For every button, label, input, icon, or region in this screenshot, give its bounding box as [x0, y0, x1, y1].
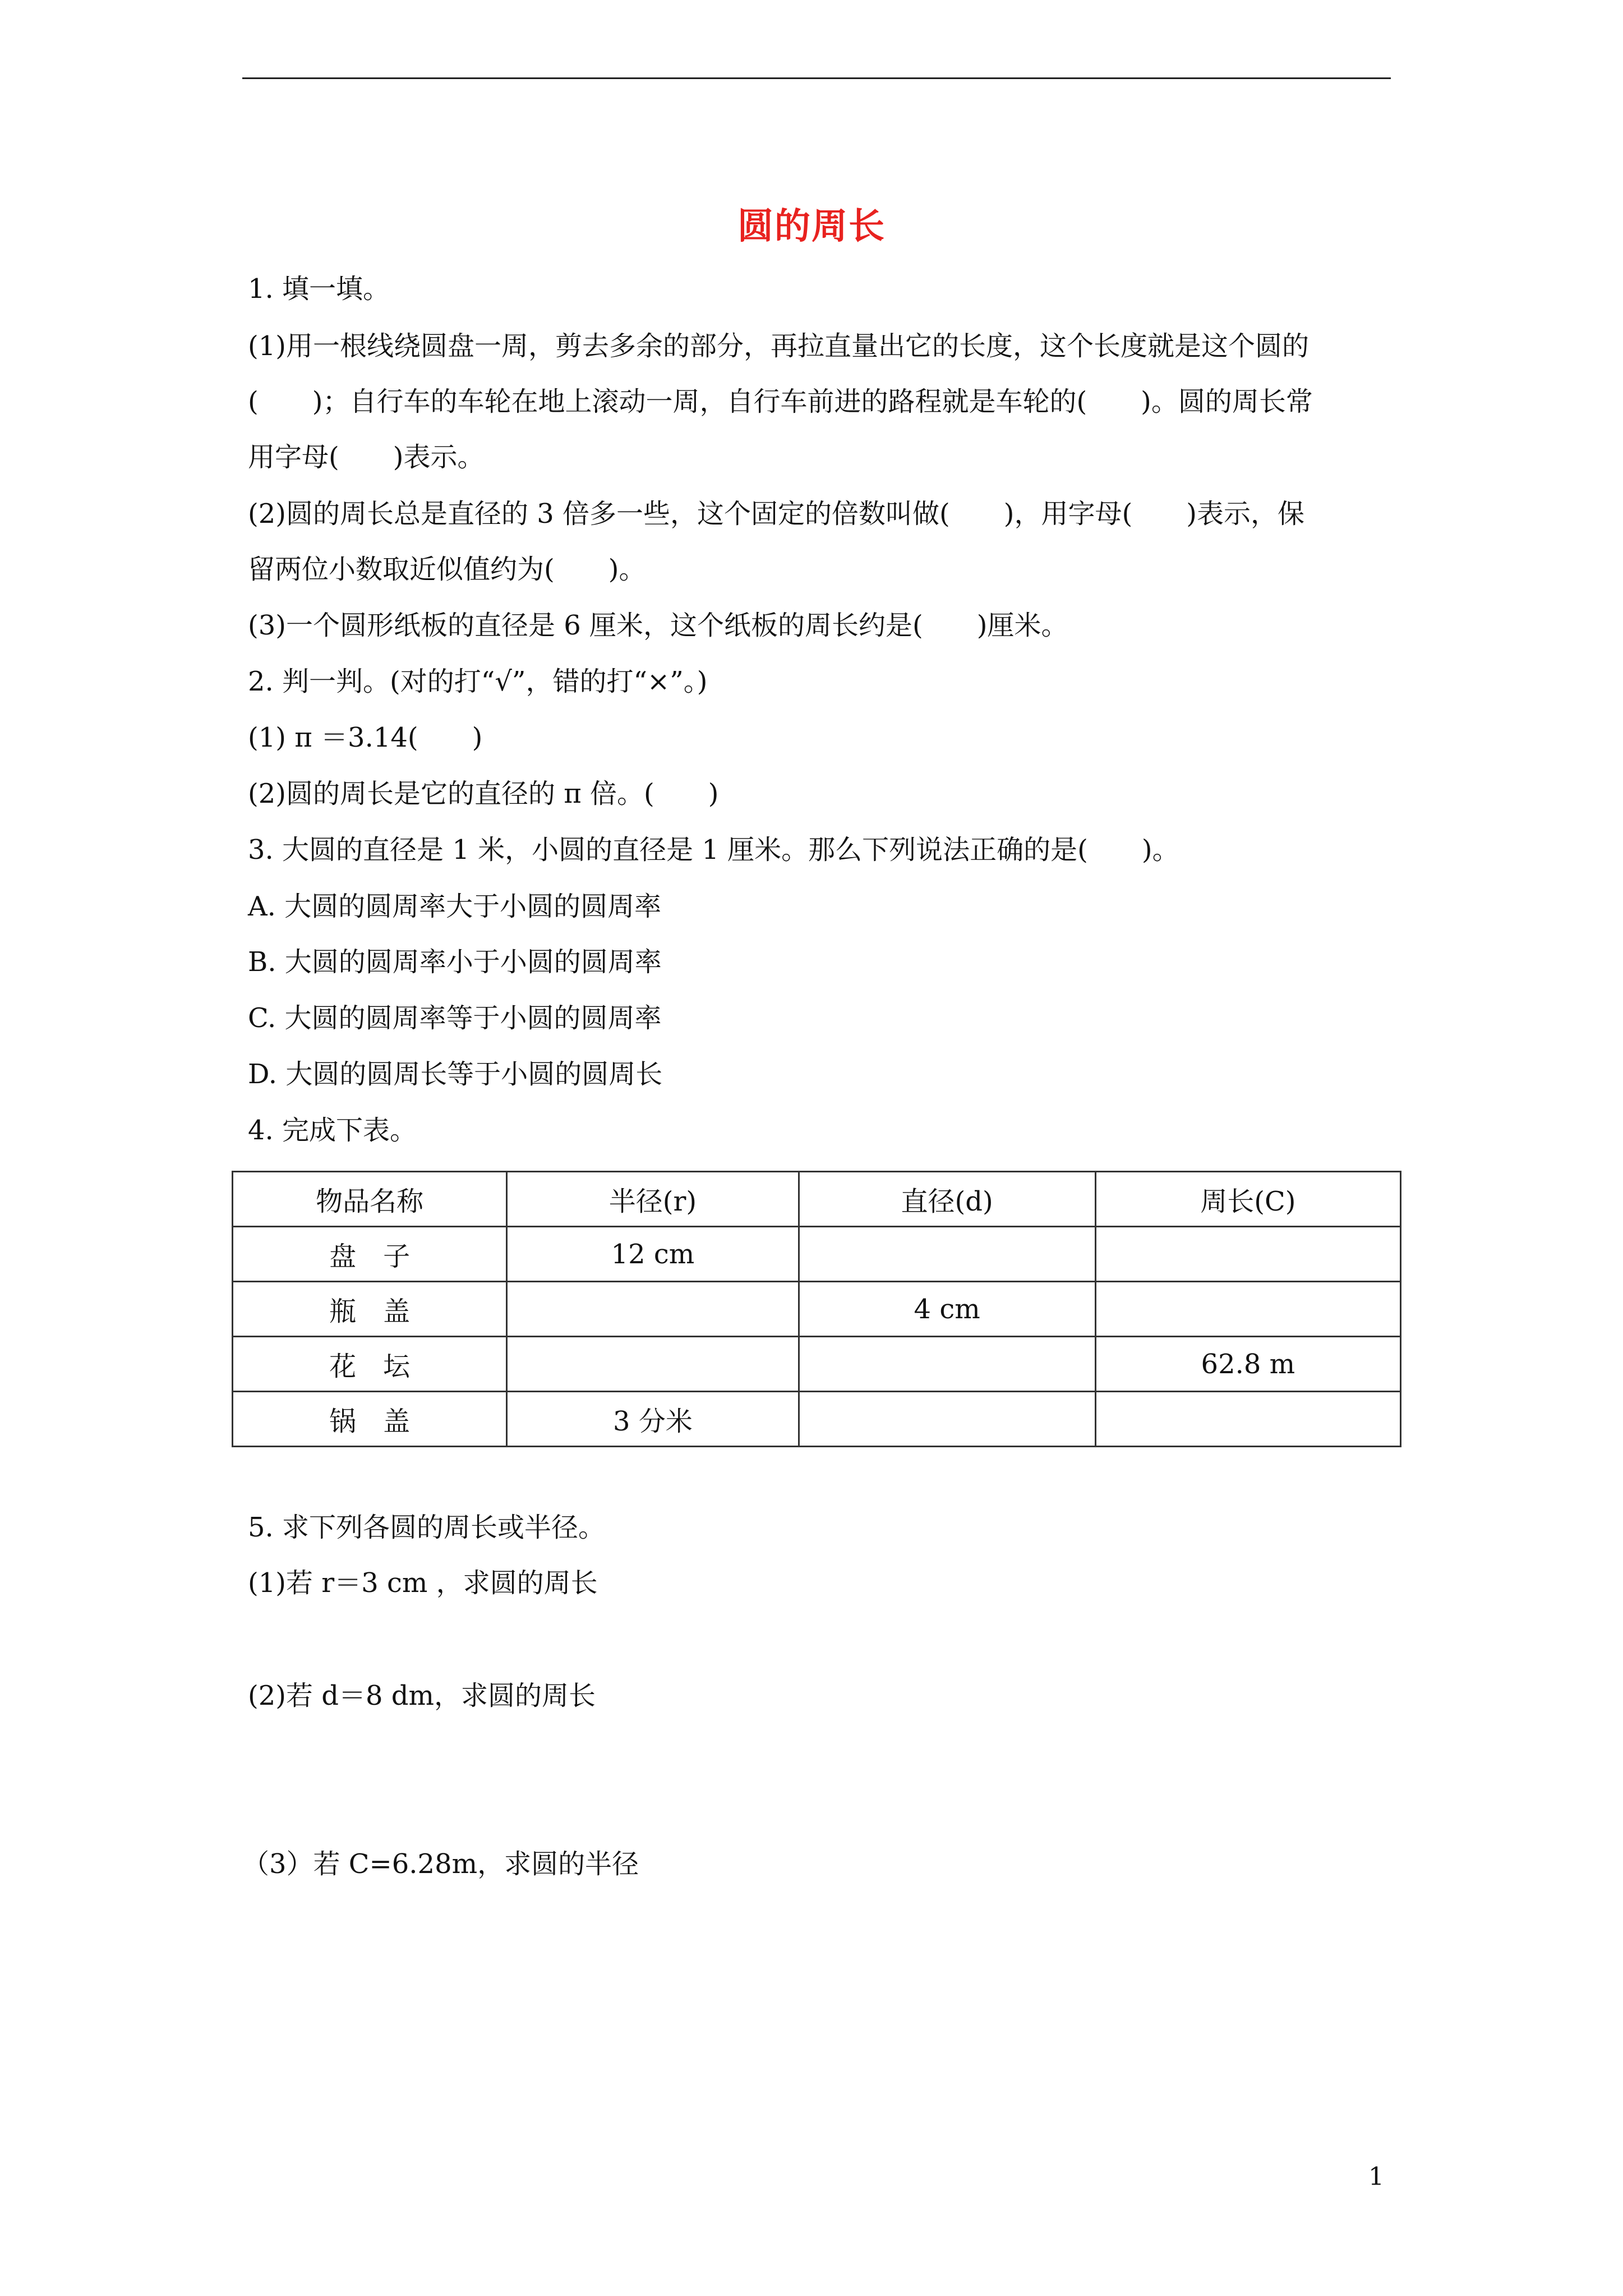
table-cell: 锅 盖 [233, 1392, 507, 1447]
question-1-1-line-2: ( )；自行车的车轮在地上滚动一周，自行车前进的路程就是车轮的( )。圆的周长常 [248, 386, 1313, 417]
header-rule [242, 77, 1391, 79]
column-header-diameter: 直径(d) [799, 1172, 1095, 1227]
table-cell [507, 1337, 799, 1392]
column-header-item-name: 物品名称 [233, 1172, 507, 1227]
question-3-option-d: D. 大圆的圆周长等于小圆的圆周长 [248, 1059, 663, 1090]
question-2-heading: 2. 判一判。(对的打“√”，错的打“×”。) [248, 666, 708, 697]
question-1-3: (3)一个圆形纸板的直径是 6 厘米，这个纸板的周长约是( )厘米。 [248, 610, 1068, 641]
page-title: 圆的周长 [737, 206, 886, 247]
table-cell [1095, 1227, 1400, 1282]
table-cell: 62.8 m [1095, 1337, 1400, 1392]
table-cell [799, 1227, 1095, 1282]
table-cell [1095, 1282, 1400, 1337]
question-3-heading: 3. 大圆的直径是 1 米，小圆的直径是 1 厘米。那么下列说法正确的是( )。 [248, 834, 1179, 866]
table-cell [507, 1282, 799, 1337]
question-5-2: (2)若 d＝8 dm，求圆的周长 [248, 1680, 596, 1711]
page-number: 1 [1368, 2162, 1384, 2191]
measurement-table [232, 1171, 1401, 1447]
table-cell: 瓶 盖 [233, 1282, 507, 1337]
table-cell: 4 cm [799, 1282, 1095, 1337]
question-3-option-c: C. 大圆的圆周率等于小圆的圆周率 [248, 1002, 662, 1034]
table-cell [799, 1337, 1095, 1392]
question-5-1: (1)若 r＝3 cm ，求圆的周长 [248, 1567, 598, 1599]
question-4-heading: 4. 完成下表。 [248, 1115, 417, 1146]
question-5-heading: 5. 求下列各圆的周长或半径。 [248, 1512, 606, 1543]
question-3-option-b: B. 大圆的圆周率小于小圆的圆周率 [248, 946, 662, 978]
question-1-2-line-1: (2)圆的周长总是直径的 3 倍多一些，这个固定的倍数叫做( )，用字母( )表示，保 [248, 498, 1304, 530]
column-header-radius: 半径(r) [507, 1172, 799, 1227]
question-1-heading: 1. 填一填。 [248, 273, 390, 305]
question-2-1: (1) π ＝3.14( ) [248, 722, 483, 753]
question-1-1-line-1: (1)用一根线绕圆盘一周，剪去多余的部分，再拉直量出它的长度，这个长度就是这个圆的 [248, 330, 1309, 362]
table-row [233, 1392, 1401, 1447]
table-row [233, 1282, 1401, 1337]
question-3-option-a: A. 大圆的圆周率大于小圆的圆周率 [248, 891, 662, 922]
column-header-circumference: 周长(C) [1095, 1172, 1400, 1227]
table-cell: 花 坛 [233, 1337, 507, 1392]
question-5-3: （3）若 C=6.28m，求圆的半径 [242, 1848, 639, 1880]
table-cell [1095, 1392, 1400, 1447]
table-row [233, 1227, 1401, 1282]
table-row [233, 1337, 1401, 1392]
table-header-row [233, 1172, 1401, 1227]
table-cell: 3 分米 [507, 1392, 799, 1447]
table-cell: 12 cm [507, 1227, 799, 1282]
question-2-2: (2)圆的周长是它的直径的 π 倍。( ) [248, 778, 719, 809]
question-1-1-line-3: 用字母( )表示。 [248, 441, 485, 473]
table-cell [799, 1392, 1095, 1447]
question-1-2-line-2: 留两位小数取近似值约为( )。 [248, 554, 646, 585]
table-cell: 盘 子 [233, 1227, 507, 1282]
